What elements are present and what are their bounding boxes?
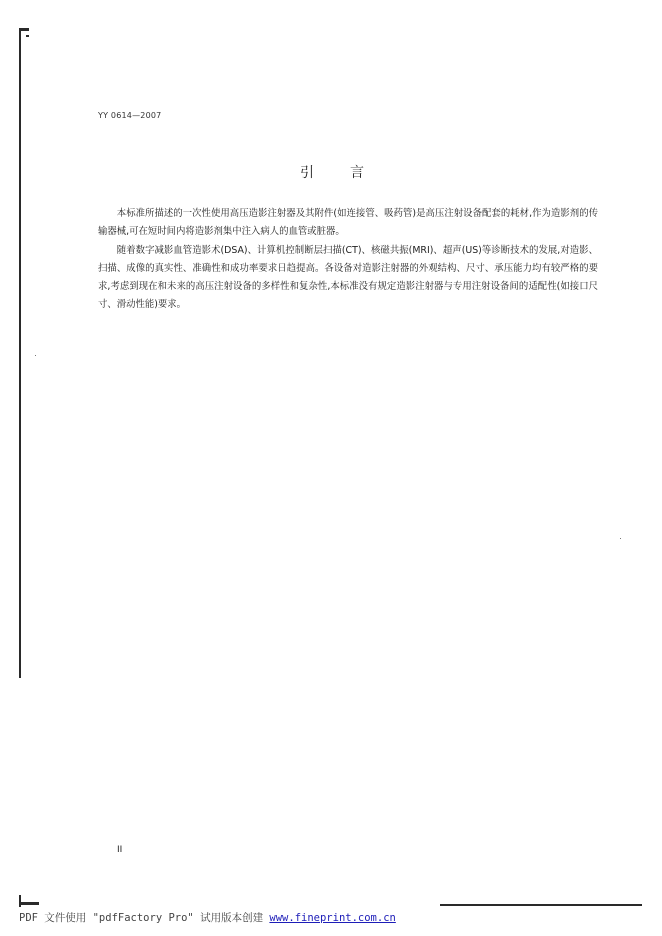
scan-bottom-tick [19, 902, 39, 905]
scan-corner-mark [26, 35, 29, 37]
introduction-body [98, 205, 598, 315]
watermark-text: PDF 文件使用 "pdfFactory Pro" 试用版本创建 [19, 912, 270, 924]
scan-corner-mark-top [19, 28, 29, 31]
scan-bottom-rule [440, 904, 642, 906]
scan-speck [35, 355, 36, 356]
scan-edge-left [19, 28, 21, 678]
paragraph: 本标准所描述的一次性使用高压造影注射器及其附件(如连接管、吸药管)是高压注射设备配套的耗材,作为造影剂的传输器械,可在短时间内将造影剂集中注入病人的血管或脏器。 [98, 208, 598, 238]
paragraph: 随着数字减影血管造影术(DSA)、计算机控制断层扫描(CT)、核磁共振(MRI)、超声(US)等诊断技术的发展,对造影、扫描、成像的真实性、准确性和成功率要求日趋提高。各设备对造影注射器的外观结构、尺寸、承压能力均有较严格的要求,考虑到现在和未来的高压注射设备的多样性和复杂性,本标准没有规定造影注射器与专用注射设备间的适配性(如接口尺寸、滑动性能)要求。 [98, 244, 598, 311]
scan-speck [620, 538, 621, 539]
page-number: II [117, 845, 123, 855]
section-title: 引言 [300, 165, 400, 181]
scan-edge-bottom-left [19, 895, 21, 907]
standard-number: YY 0614—2007 [98, 111, 162, 120]
pdf-watermark [19, 910, 396, 925]
watermark-link[interactable]: www.fineprint.com.cn [269, 912, 396, 924]
